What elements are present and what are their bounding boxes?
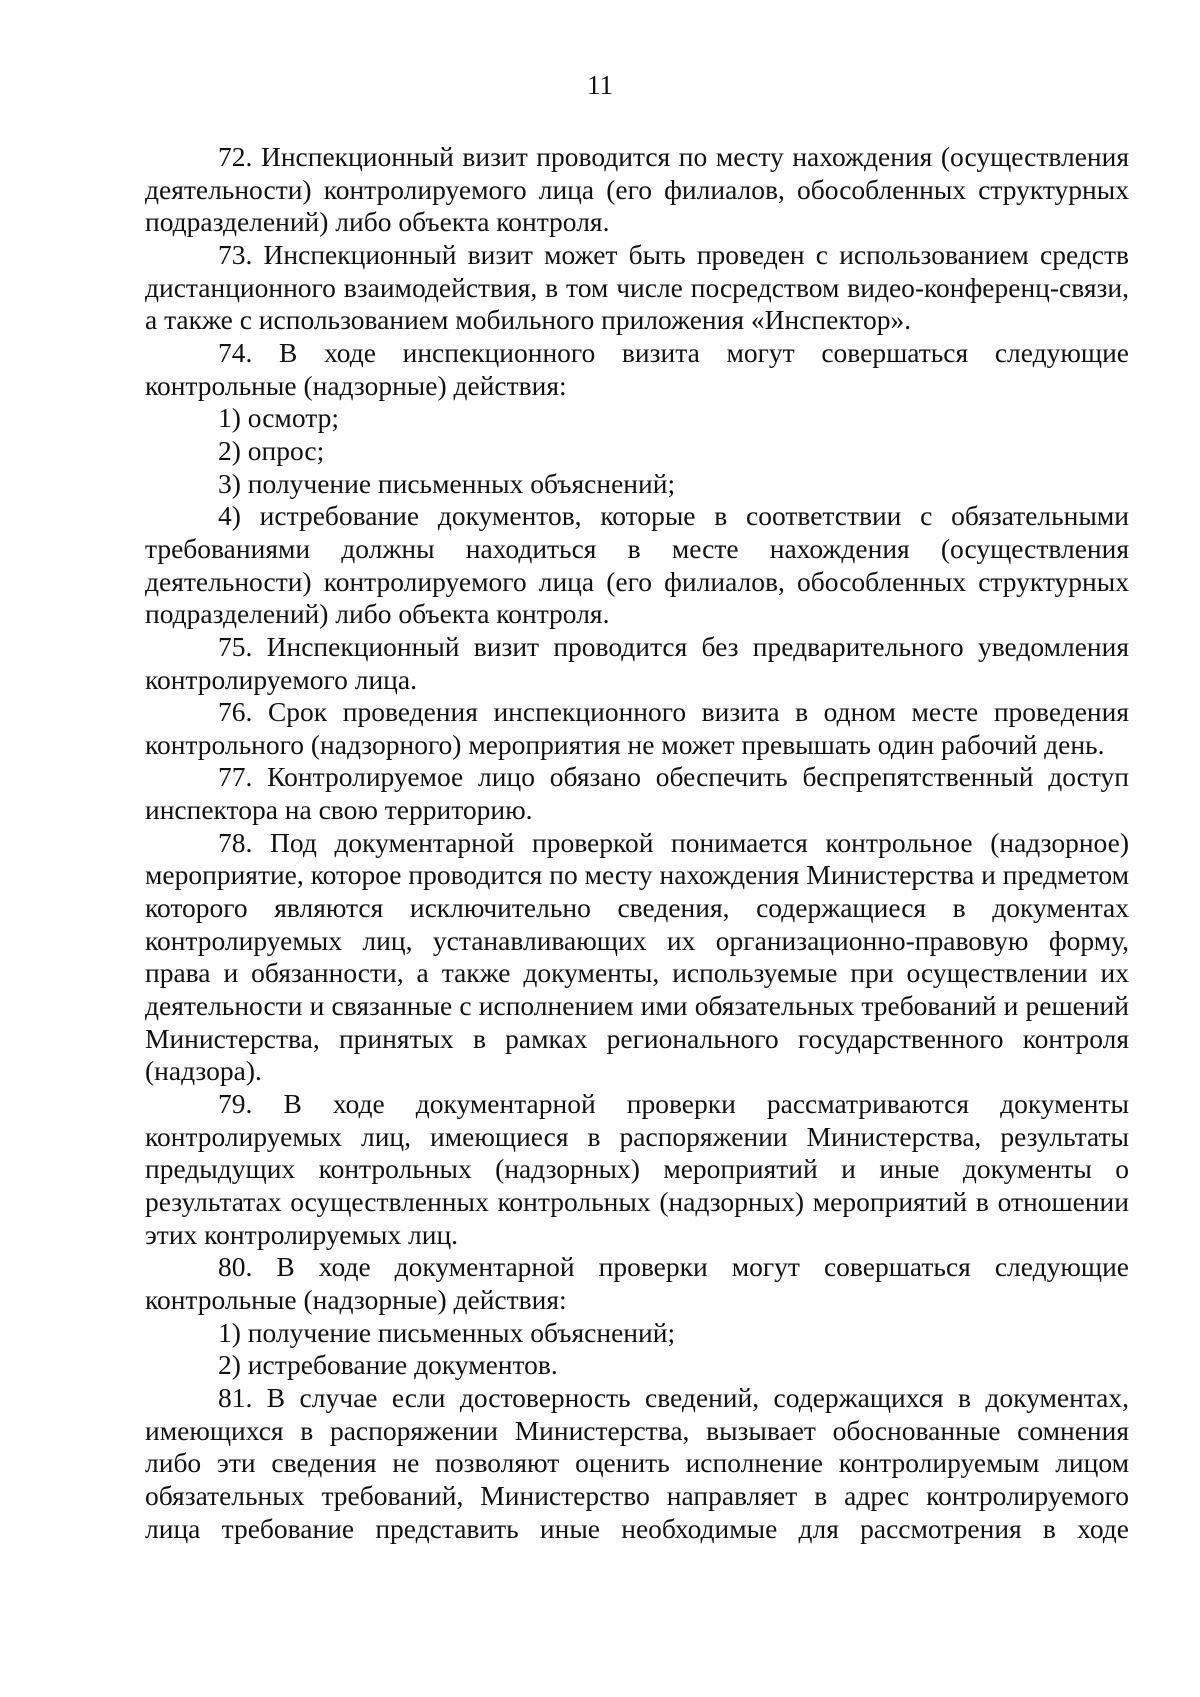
list-item-inspection-3: 3) получение письменных объяснений; bbox=[218, 467, 676, 499]
paragraph-81: 81. В случае если достоверность сведений, содержащихся в документах, имеющихся в распоряжении Министерства, вызывает обоснованные сомнения либо эти сведения не позволяют оценить исполнение контролируемым лицом обязательных требований, Министерство направляет в адрес контролируемого лица требование представить иные необходимые для рассмотрения в ходе bbox=[145, 1381, 1129, 1544]
list-item-documentary-2: 2) истребование документов. bbox=[218, 1349, 558, 1381]
list-item-inspection-1: 1) осмотр; bbox=[218, 402, 339, 434]
list-item-inspection-4: 4) истребование документов, которые в соответствии с обязательными требованиями должны находиться в месте нахождения (осуществления деятельности) контролируемого лица (его филиалов, обособленных структурных подразделений) либо объекта контроля. bbox=[145, 500, 1129, 630]
paragraph-73: 73. Инспекционный визит может быть проведен с использованием средств дистанционного взаимодействия, в том числе посредством видео-конференц-связи, а также с использованием мобильного приложения «Инспектор». bbox=[145, 238, 1129, 336]
page-number: 11 bbox=[587, 70, 613, 100]
paragraph-72: 72. Инспекционный визит проводится по месту нахождения (осуществления деятельности) контролируемого лица (его филиалов, обособленных структурных подразделений) либо объекта контроля. bbox=[145, 141, 1129, 238]
paragraph-75: 75. Инспекционный визит проводится без предварительного уведомления контролируемого лица. bbox=[145, 630, 1129, 695]
document-body bbox=[145, 141, 1129, 1545]
list-item-documentary-1: 1) получение письменных объяснений; bbox=[218, 1316, 676, 1348]
paragraph-80: 80. В ходе документарной проверки могут совершаться следующие контрольные (надзорные) действия: bbox=[145, 1251, 1129, 1315]
paragraph-78: 78. Под документарной проверкой понимается контрольное (надзорное) мероприятие, которое проводится по месту нахождения Министерства и предметом которого являются исключительно сведения, содержащиеся в документах контролируемых лиц, устанавливающих их организационно-правовую форму, права и обязанности, а также документы, используемые при осуществлении их деятельности и связанные с исполнением ими обязательных требований и решений Министерства, принятых в рамках регионального государственного контроля (надзора). bbox=[145, 826, 1129, 1087]
paragraph-74: 74. В ходе инспекционного визита могут совершаться следующие контрольные (надзорные) действия: bbox=[145, 336, 1129, 401]
list-item-inspection-2: 2) опрос; bbox=[218, 434, 325, 466]
paragraph-79: 79. В ходе документарной проверки рассматриваются документы контролируемых лиц, имеющиеся в распоряжении Министерства, результаты предыдущих контрольных (надзорных) мероприятий и иные документы о результатах осуществленных контрольных (надзорных) мероприятий в отношении этих контролируемых лиц. bbox=[145, 1088, 1129, 1250]
paragraph-77: 77. Контролируемое лицо обязано обеспечить беспрепятственный доступ инспектора на свою территорию. bbox=[145, 761, 1129, 826]
paragraph-76: 76. Срок проведения инспекционного визита в одном месте проведения контрольного (надзорного) мероприятия не может превышать один рабочий день. bbox=[145, 696, 1129, 760]
